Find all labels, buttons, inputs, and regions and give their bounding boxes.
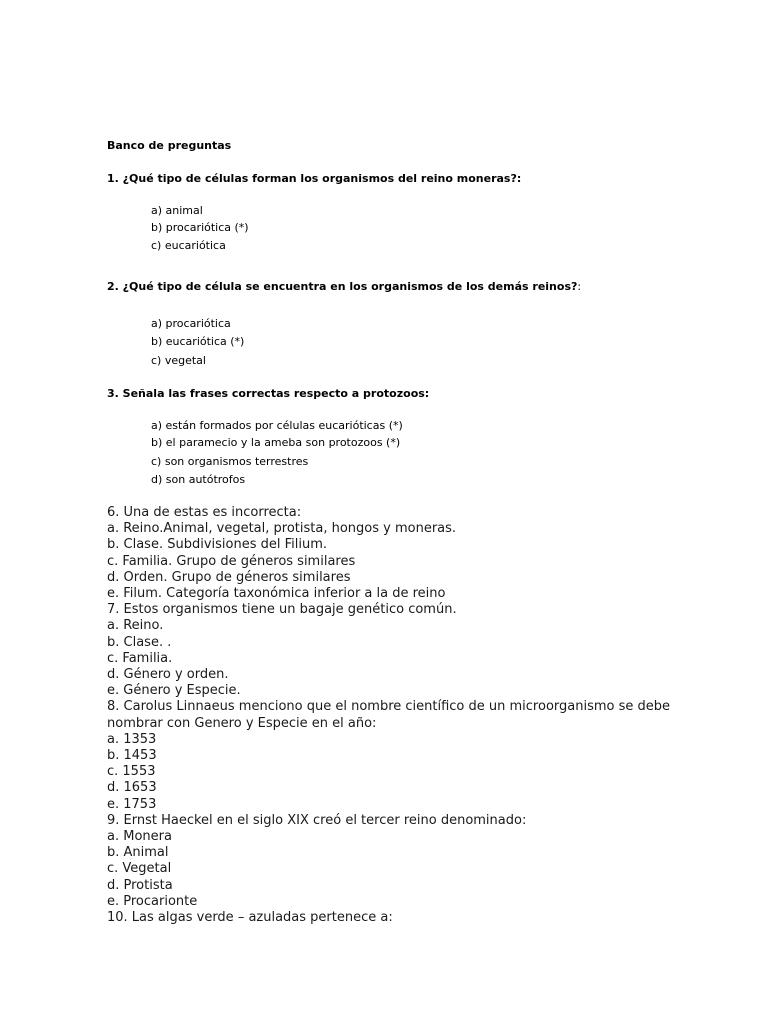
body-line: e. Filum. Categoría taxonómica inferior a la de reino [107,586,446,602]
body-line: nombrar con Genero y Especie en el año: [107,715,377,731]
body-line: 10. Las algas verde – azuladas pertenece a: [107,910,393,926]
question-2-option-a: a) procariótica [151,317,231,330]
question-3-option-d: d) son autótrofos [151,473,246,486]
question-2 [107,280,581,293]
body-line: d. 1653 [107,780,157,796]
document-title: Banco de preguntas [107,139,232,152]
body-line: a. Reino.Animal, vegetal, protista, hongos y moneras. [107,521,457,537]
body-line: a. 1353 [107,731,157,747]
body-line: c. Familia. [107,650,173,666]
body-line: a. Monera [107,829,172,845]
question-1-option-a: a) animal [151,204,203,217]
body-line: e. 1753 [107,796,157,812]
body-line: b. Clase. Subdivisiones del Filium. [107,537,327,553]
question-3-text: 3. Señala las frases correctas respecto a protozoos: [107,387,430,400]
body-line: 7. Estos organismos tiene un bagaje genético común. [107,602,457,618]
body-line: e. Procarionte [107,893,198,909]
question-2-text: 2. ¿Qué tipo de célula se encuentra en los organismos de los demás reinos? [107,280,578,293]
question-1-option-b: b) procariótica (*) [151,221,249,234]
body-line: 6. Una de estas es incorrecta: [107,505,302,520]
question-2-option-b: b) eucariótica (*) [151,335,245,348]
body-line: d. Orden. Grupo de géneros similares [107,569,351,585]
body-line: c. Familia. Grupo de géneros similares [107,553,356,569]
body-line: b. 1453 [107,748,157,764]
question-3 [107,387,429,400]
body-line: 8. Carolus Linnaeus menciono que el nombre científico de un microorganismo se debe [107,699,671,715]
question-1-option-c: c) eucariótica [151,239,226,252]
body-line: c. 1553 [107,764,156,780]
body-line: a. Reino. [107,618,164,634]
question-2-option-c: c) vegetal [151,354,206,367]
question-3-option-b: b) el paramecio y la ameba son protozoos (*) [151,436,401,449]
body-line: b. Clase. . [107,634,172,650]
question-1 [107,172,521,185]
body-line: e. Género y Especie. [107,683,241,699]
question-1-text: 1. ¿Qué tipo de células forman los organismos del reino moneras?: [107,172,522,185]
question-3-option-c: c) son organismos terrestres [151,455,309,468]
question-3-option-a: a) están formados por células eucarióticas (*) [151,419,403,432]
body-line: d. Género y orden. [107,667,229,683]
body-line: d. Protista [107,877,173,893]
body-line: 9. Ernst Haeckel en el siglo XIX creó el tercer reino denominado: [107,812,527,828]
question-2-trail: : [577,280,582,293]
body-line: b. Animal [107,845,169,861]
question-list-body [107,505,687,926]
body-line: c. Vegetal [107,861,172,877]
